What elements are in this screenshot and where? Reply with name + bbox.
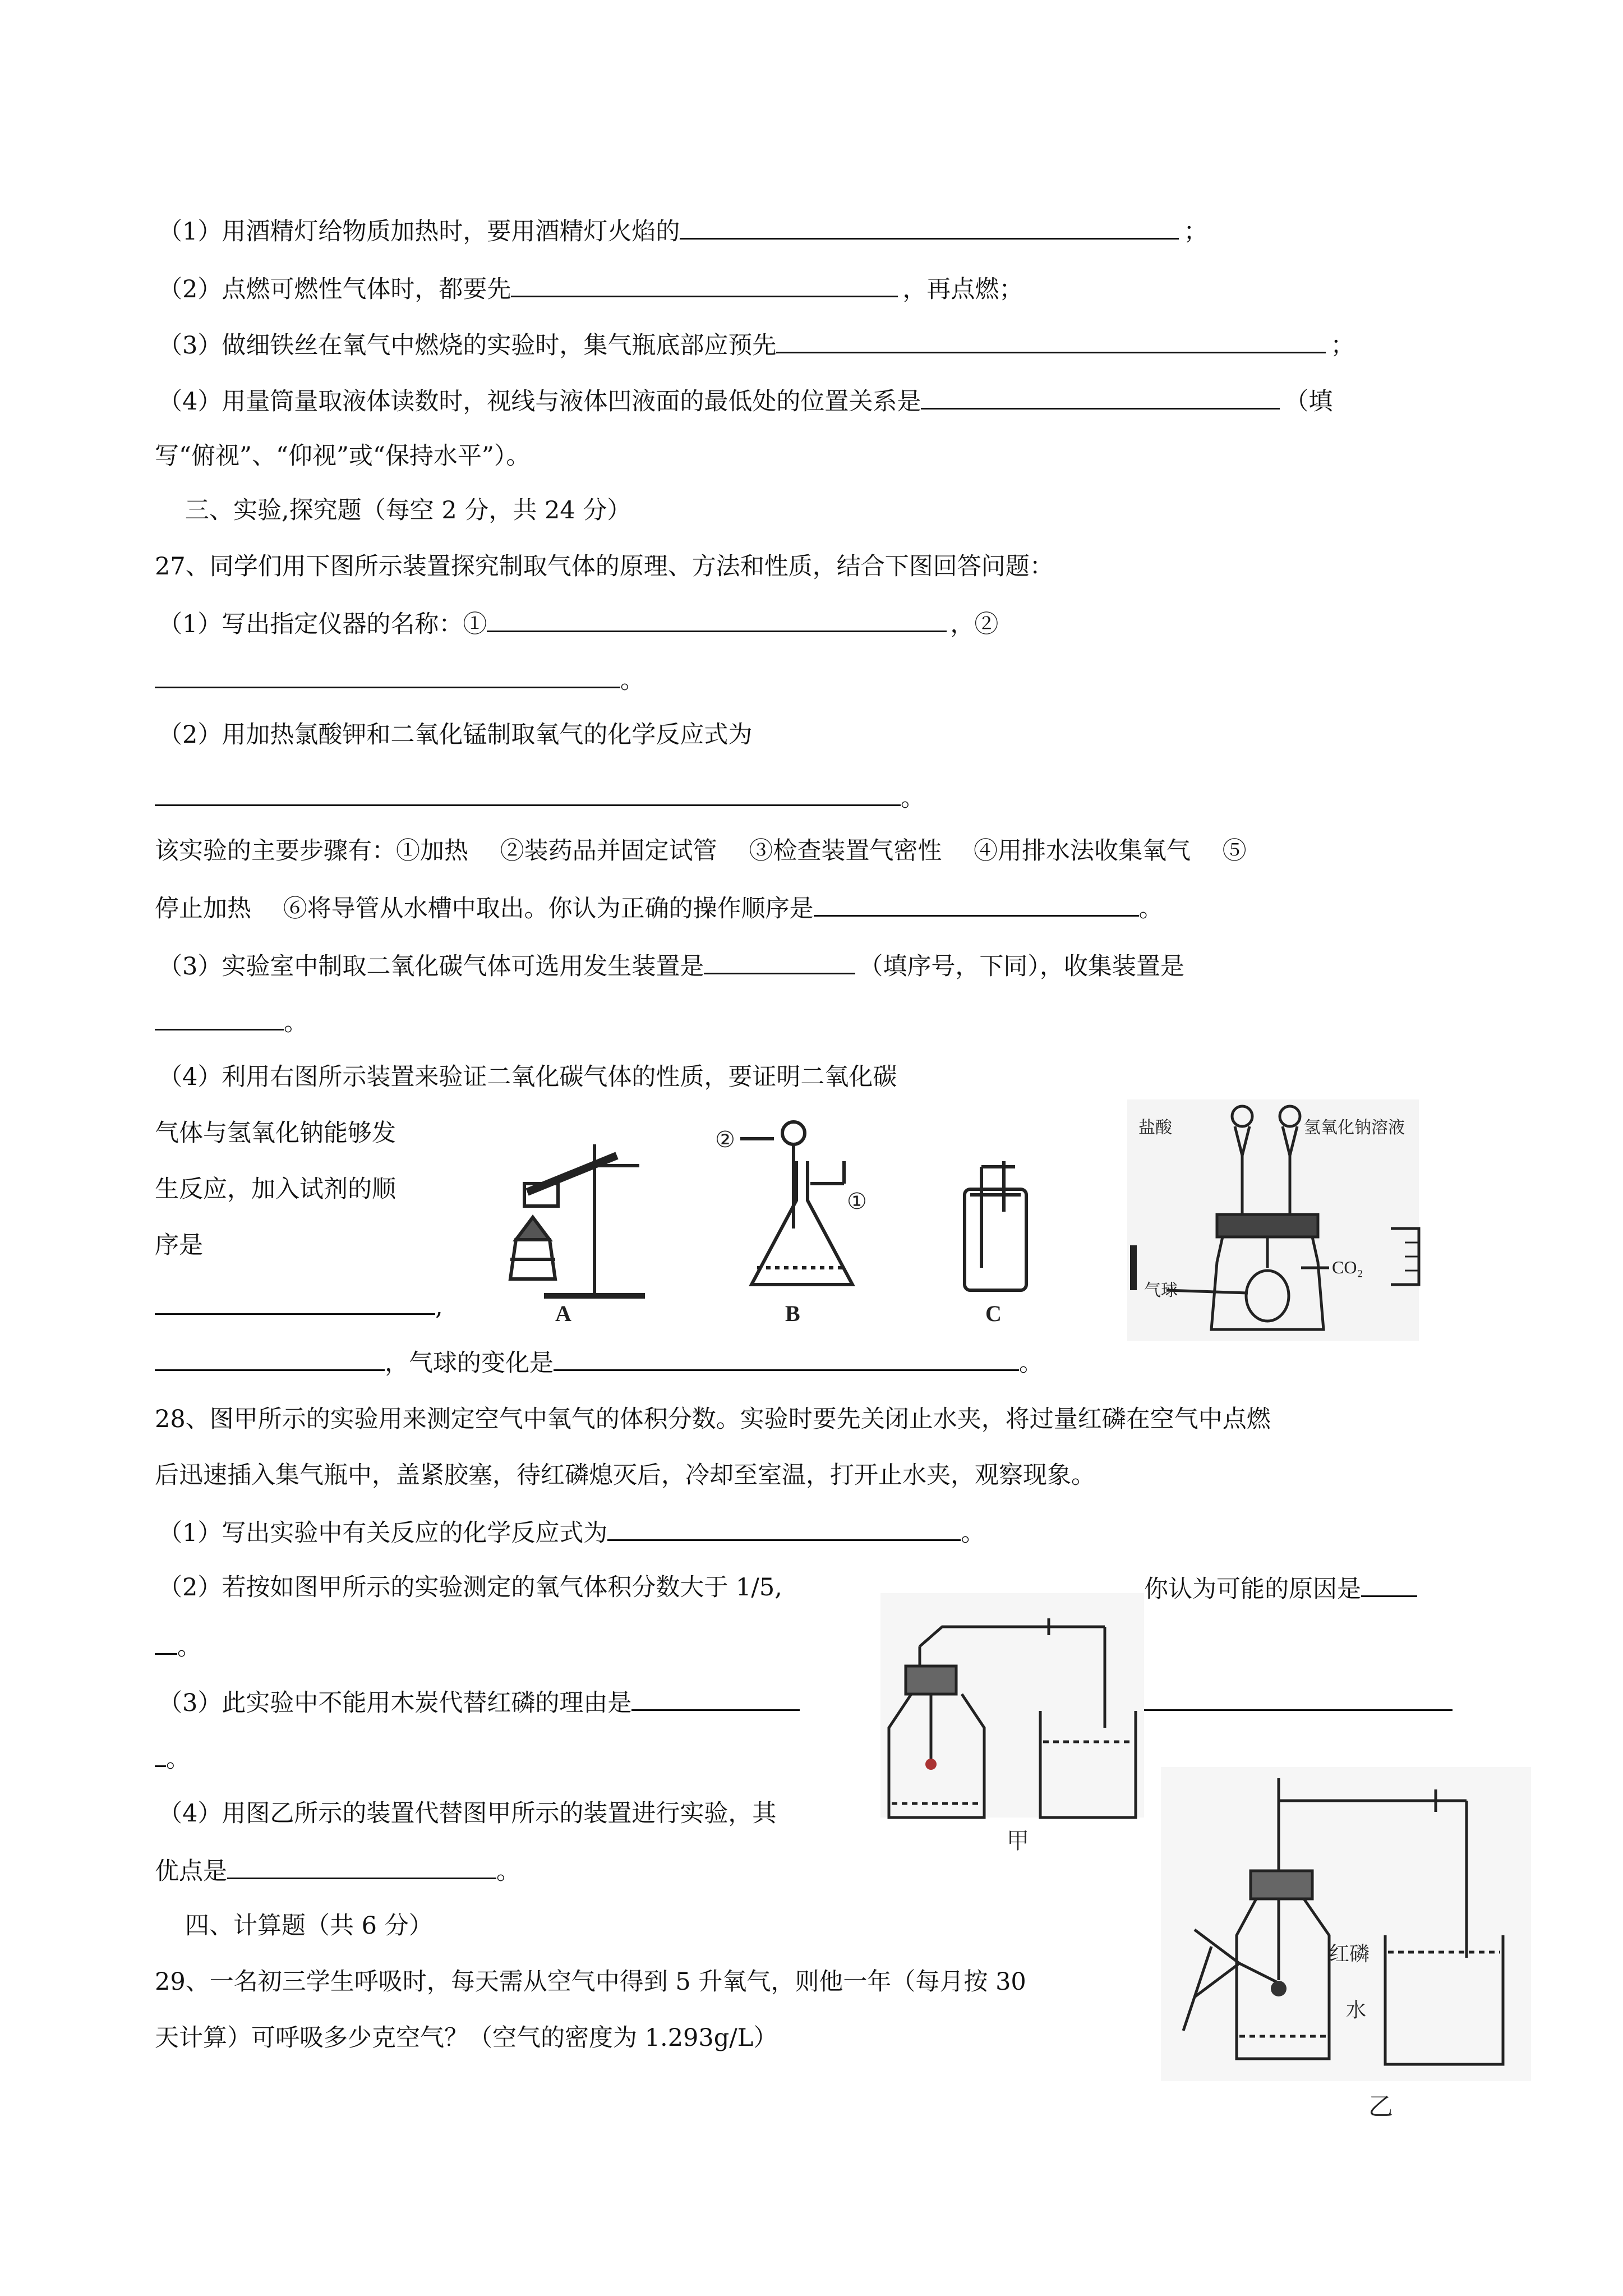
q27-part4-blank <box>155 1289 443 1324</box>
answer-blank[interactable] <box>631 1685 800 1711</box>
label-c: C <box>985 1301 1002 1326</box>
label-hcl: 盐酸 <box>1138 1119 1172 1137</box>
q26-p3-end: ； <box>1330 332 1355 360</box>
q28-part2 <box>158 1571 782 1604</box>
label-co2: CO₂ <box>1332 1257 1363 1277</box>
q27-p4-end: 。 <box>1019 1349 1043 1377</box>
q26-part4 <box>158 383 1332 418</box>
label-jia: 甲 <box>1007 1828 1029 1853</box>
q27-p4-l2: 生反应，加入试剂的顺 <box>155 1175 396 1203</box>
q28-p3-end: 。 <box>166 1745 190 1773</box>
q26-p4-end: （填 <box>1284 388 1333 416</box>
q28-stem-1 <box>155 1402 1271 1436</box>
answer-blank[interactable] <box>1144 1685 1453 1711</box>
q28-p2-end: 。 <box>177 1633 201 1661</box>
q27-part3 <box>158 948 1184 983</box>
q26-part2 <box>158 271 1023 306</box>
answer-blank[interactable] <box>155 1345 385 1371</box>
q26-p4-text: （4）用量筒量取液体读数时，视线与液体凹液面的最低处的位置关系是 <box>158 388 921 416</box>
answer-blank[interactable] <box>155 1628 177 1655</box>
figure-yi <box>1161 1767 1531 2126</box>
answer-blank[interactable] <box>511 271 898 297</box>
answer-blank[interactable] <box>155 1741 166 1767</box>
figure-jia <box>880 1593 1144 1857</box>
q28-part4 <box>158 1797 776 1830</box>
answer-blank[interactable] <box>680 213 1179 240</box>
q26-part4-cont <box>155 439 530 473</box>
q27-p4-l1: 气体与氢氧化钠能够发 <box>155 1119 396 1147</box>
q29-line-2 <box>155 2021 777 2055</box>
q27-steps <box>155 834 1247 868</box>
section4-text: 四、计算题（共 6 分） <box>185 1912 433 1940</box>
q27-p3-text: （3）实验室中制取二氧化碳气体可选用发生装置是 <box>158 953 704 981</box>
q26-part1 <box>158 213 1207 249</box>
apparatus-a <box>510 1144 645 1296</box>
q28-part4-cont <box>155 1853 520 1888</box>
q28-part2-cont <box>155 1628 201 1664</box>
answer-blank[interactable] <box>227 1853 496 1879</box>
mark-2: ② <box>715 1127 735 1152</box>
q27-p4-l3: 序是 <box>155 1231 203 1259</box>
q28-p2-right: 你认为可能的原因是 <box>1144 1575 1361 1603</box>
q27-p2-text: （2）用加热氯酸钾和二氧化锰制取氧气的化学反应式为 <box>158 721 753 749</box>
section3-text: 三、实验,探究题（每空 2 分，共 24 分） <box>185 496 631 524</box>
q28-stem-2 <box>155 1458 1095 1492</box>
label-yi: 乙 <box>1368 2093 1393 2120</box>
answer-blank[interactable] <box>1361 1571 1417 1597</box>
q28-p4-cont: 优点是 <box>155 1857 227 1885</box>
q27-p4-text: （4）利用右图所示装置来验证二氧化碳气体的性质，要证明二氧化碳 <box>158 1063 897 1091</box>
q26-part3 <box>158 327 1354 362</box>
q27-part4 <box>158 1060 897 1094</box>
q27-p1-end: 。 <box>620 666 644 694</box>
q28-p1-text: （1）写出实验中有关反应的化学反应式为 <box>158 1519 608 1547</box>
q27-steps-end: 。 <box>1138 895 1163 923</box>
answer-blank[interactable] <box>554 1345 1019 1371</box>
q27-part4-l2 <box>155 1172 396 1206</box>
q28-p4-end: 。 <box>496 1857 520 1885</box>
label-water: 水 <box>1346 1999 1367 2021</box>
q28-stem1-text: 28、图甲所示的实验用来测定空气中氧气的体积分数。实验时要先关闭止水夹，将过量红磷在空气中点燃 <box>155 1405 1271 1433</box>
answer-blank[interactable] <box>155 780 901 806</box>
answer-blank[interactable] <box>155 1004 284 1030</box>
q27-part2-cont <box>155 780 925 815</box>
label-balloon: 气球 <box>1144 1281 1178 1300</box>
q27-p2-end: 。 <box>901 784 925 812</box>
q26-p4-cont: 写“俯视”、“仰视”或“保持水平”）。 <box>155 442 531 470</box>
q28-part3 <box>158 1685 800 1720</box>
q27-steps-text: 该实验的主要步骤有：①加热 ②装药品并固定试管 ③检查装置气密性 ④用排水法收集氧气 ⑤ <box>155 837 1247 865</box>
q26-p2-end: ，再点燃； <box>902 275 1023 303</box>
q26-p1-end: ； <box>1183 218 1208 246</box>
q29-line-1 <box>155 1965 1026 1999</box>
mark-1: ① <box>847 1189 867 1214</box>
answer-blank[interactable] <box>704 948 855 974</box>
label-naoh: 氢氧化钠溶液 <box>1304 1119 1405 1137</box>
answer-blank[interactable] <box>155 1289 435 1315</box>
q29-l2: 天计算）可呼吸多少克空气？（空气的密度为 1.293g/L） <box>155 2024 778 2052</box>
q27-p4-comma: , <box>435 1293 443 1321</box>
q28-part1 <box>158 1515 985 1550</box>
label-a: A <box>555 1301 571 1326</box>
apparatus-c <box>965 1161 1026 1290</box>
q27-steps-cont-text: 停止加热 ⑥将导管从水槽中取出。你认为正确的操作顺序是 <box>155 895 814 923</box>
q27-part3-cont <box>155 1004 308 1039</box>
co2-device <box>1127 1099 1419 1341</box>
q28-p2-text: （2）若按如图甲所示的实验测定的氧气体积分数大于 1/5, <box>158 1573 782 1602</box>
q27-part1 <box>158 606 998 641</box>
section-heading-3 <box>185 494 631 527</box>
q27-p3-mid: （填序号，下同），收集装置是 <box>859 953 1184 981</box>
answer-blank[interactable] <box>921 383 1280 409</box>
q28-part3-cont <box>155 1741 190 1776</box>
q27-apparatus-figure <box>494 1099 1458 1346</box>
answer-blank[interactable] <box>487 606 947 632</box>
q27-p4-mid: ，气球的变化是 <box>385 1349 554 1377</box>
q27-part4-l1 <box>155 1116 396 1150</box>
label-b: B <box>785 1301 800 1326</box>
answer-blank[interactable] <box>155 662 620 688</box>
answer-blank[interactable] <box>607 1515 961 1541</box>
q26-p1-text: （1）用酒精灯给物质加热时，要用酒精灯火焰的 <box>158 218 680 246</box>
q27-part4-l3 <box>155 1228 203 1262</box>
q28-p4-text: （4）用图乙所示的装置代替图甲所示的装置进行实验，其 <box>158 1800 777 1828</box>
q28-part2-right <box>1144 1571 1417 1606</box>
q28-part3-right <box>1144 1685 1453 1720</box>
q27-stem-text: 27、同学们用下图所示装置探究制取气体的原理、方法和性质，结合下图回答问题： <box>155 553 1054 581</box>
q26-p2-text: （2）点燃可燃性气体时，都要先 <box>158 275 511 303</box>
q27-part2 <box>158 718 752 752</box>
label-red-p: 红磷 <box>1329 1943 1370 1965</box>
q28-p3-text: （3）此实验中不能用木炭代替红磷的理由是 <box>158 1689 632 1717</box>
answer-blank[interactable] <box>814 890 1139 917</box>
q27-p1-text: （1）写出指定仪器的名称：① <box>158 610 487 638</box>
q26-p3-text: （3）做细铁丝在氧气中燃烧的实验时，集气瓶底部应预先 <box>158 332 777 360</box>
q28-stem2-text: 后迅速插入集气瓶中，盖紧胶塞，待红磷熄灭后，冷却至室温，打开止水夹，观察现象。 <box>155 1461 1095 1489</box>
q27-part1-cont <box>155 662 644 697</box>
q27-p1-mid: ，② <box>950 610 999 638</box>
q28-p1-end: 。 <box>961 1519 985 1547</box>
answer-blank[interactable] <box>776 327 1326 353</box>
section-heading-4 <box>185 1909 433 1943</box>
q27-p3-end: 。 <box>284 1009 308 1037</box>
q27-steps-cont <box>155 890 1163 926</box>
apparatus-b <box>740 1122 852 1285</box>
q29-l1: 29、一名初三学生呼吸时，每天需从空气中得到 5 升氧气，则他一年（每月按 30 <box>155 1968 1026 1996</box>
q27-part4-balloon <box>155 1345 1043 1380</box>
q27-stem <box>155 550 1054 583</box>
